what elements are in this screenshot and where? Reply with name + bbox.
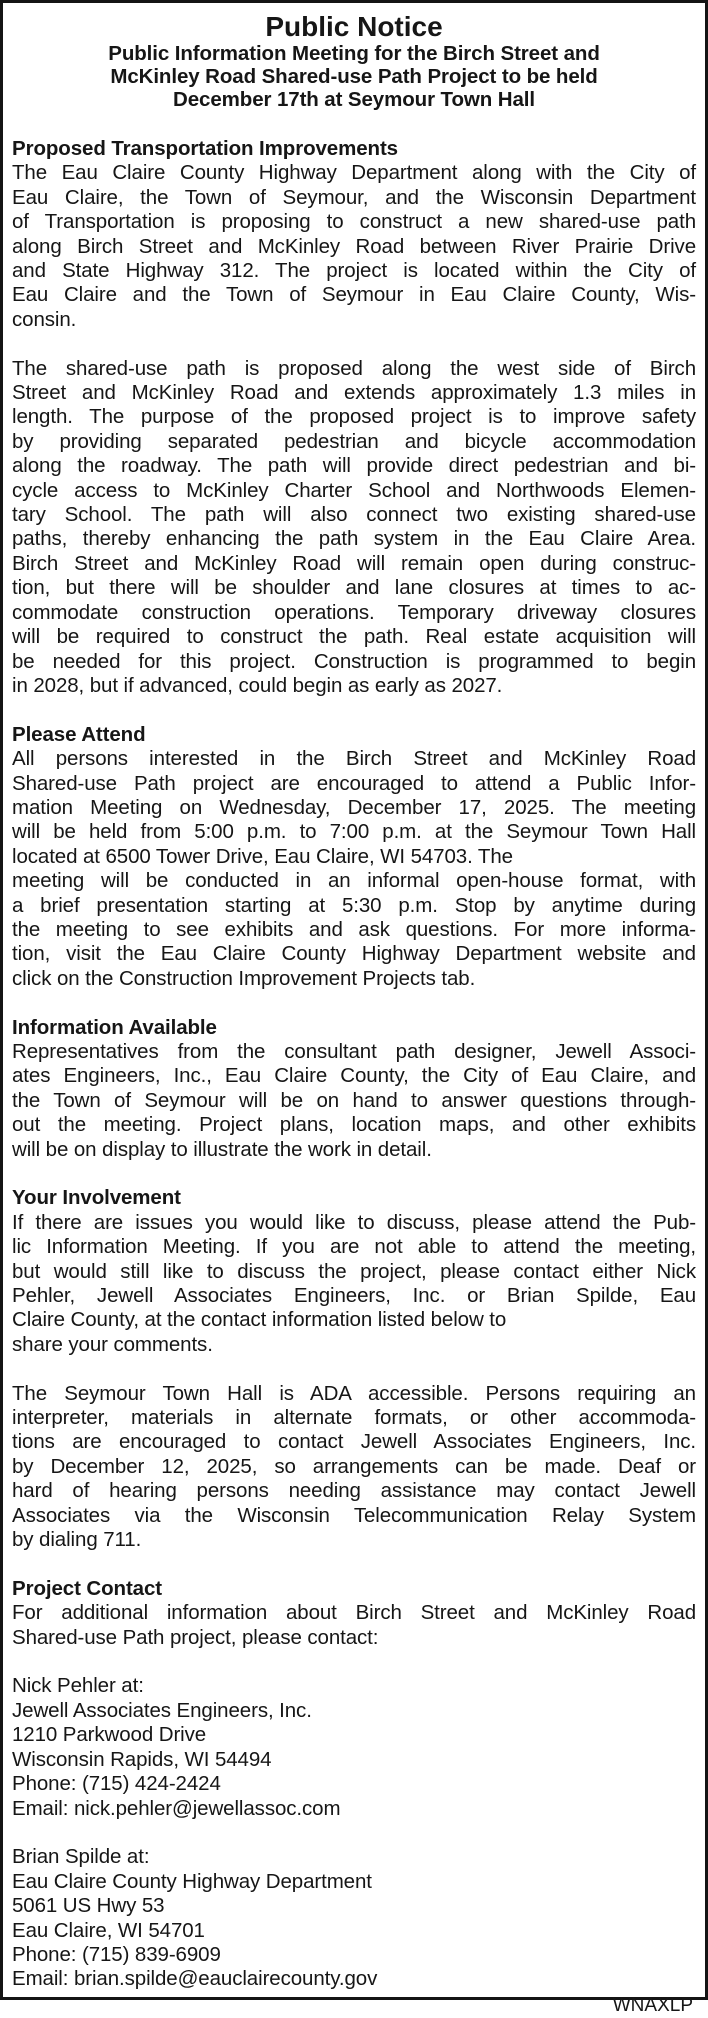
paragraph — [12, 161, 696, 332]
text-line: and State Highway 312. The project is located within the City of — [12, 259, 696, 283]
text-line: Jewell Associates Engineers, Inc. — [12, 1698, 312, 1722]
text-line: The shared-use path is proposed along the west side of Birch — [12, 356, 696, 380]
text-line: of Transportation is proposing to construct a new shared-use path — [12, 210, 696, 234]
text-line: will be required to construct the path. Real estate acquisition will — [12, 625, 696, 649]
text-line: Claire County, at the contact information listed below to — [12, 1308, 507, 1332]
text-line: consin. — [12, 307, 77, 331]
text-line: click on the Construction Improvement Projects tab. — [12, 966, 476, 990]
text-line: Shared-use Path project are encouraged to attend a Public Infor- — [12, 771, 696, 795]
paragraph — [12, 1040, 696, 1162]
section-heading: Information Available — [12, 1015, 217, 1039]
text-line: commodate construction operations. Temporary driveway closures — [12, 600, 696, 624]
paragraph — [12, 357, 696, 699]
text-line: Shared-use Path project, please contact: — [12, 1625, 379, 1649]
text-line: located at 6500 Tower Drive, Eau Claire, WI 54703. The — [12, 844, 513, 868]
text-line: Phone: (715) 424-2424 — [12, 1772, 221, 1796]
section-heading: Please Attend — [12, 722, 146, 746]
text-line: length. The purpose of the proposed project is to improve safety — [12, 405, 696, 429]
section-heading: Your Involvement — [12, 1186, 181, 1210]
text-line: share your comments. — [12, 1332, 213, 1356]
notice-subtitle-line: Public Information Meeting for the Birch Street and — [108, 42, 600, 65]
notice-body — [12, 137, 696, 1992]
text-line: the meeting to see exhibits and ask questions. For more informa- — [12, 917, 696, 941]
text-line: by December 12, 2025, so arrangements can be made. Deaf or — [12, 1454, 696, 1478]
text-line: will be held from 5:00 p.m. to 7:00 p.m. at the Seymour Town Hall — [12, 820, 696, 844]
text-line: Associates via the Wisconsin Telecommunication Relay System — [12, 1503, 696, 1527]
paragraph — [12, 1601, 696, 1650]
text-line: but would still like to discuss the project, please contact either Nick — [12, 1259, 696, 1283]
text-line: lic Information Meeting. If you are not able to attend the meeting, — [12, 1235, 696, 1259]
notice-header — [12, 11, 696, 111]
text-line: Phone: (715) 839-6909 — [12, 1942, 221, 1966]
text-line: All persons interested in the Birch Street and McKinley Road — [12, 747, 696, 771]
text-line: Email: nick.pehler@jewellassoc.com — [12, 1796, 341, 1820]
text-line: 1210 Parkwood Drive — [12, 1723, 207, 1747]
text-line: Wisconsin Rapids, WI 54494 — [12, 1747, 272, 1771]
text-line: Birch Street and McKinley Road will remain open during construc- — [12, 551, 696, 575]
text-line: the Town of Seymour will be on hand to answer questions through- — [12, 1088, 696, 1112]
section-heading: Proposed Transportation Improvements — [12, 137, 398, 160]
text-line: mation Meeting on Wednesday, December 17, 2025. The meeting — [12, 795, 696, 819]
text-line: tary School. The path will also connect two existing shared-use — [12, 503, 696, 527]
text-line: Brian Spilde at: — [12, 1845, 150, 1869]
text-line: The Seymour Town Hall is ADA accessible. Persons requiring an — [12, 1381, 696, 1405]
text-line: Eau Claire, WI 54701 — [12, 1918, 205, 1942]
text-line: in 2028, but if advanced, could begin as early as 2027. — [12, 673, 503, 697]
text-line: The Eau Claire County Highway Department along with the City of — [12, 161, 696, 185]
text-line: Eau Claire County Highway Department — [12, 1869, 372, 1893]
text-line: For additional information about Birch Street and McKinley Road — [12, 1601, 696, 1625]
text-line: along the roadway. The path will provide direct pedestrian and bi- — [12, 454, 696, 478]
text-line: will be on display to illustrate the work in detail. — [12, 1137, 432, 1161]
text-line: Street and McKinley Road and extends approximately 1.3 miles in — [12, 381, 696, 405]
notice-subtitle-line: December 17th at Seymour Town Hall — [173, 88, 535, 111]
notice-section — [12, 1577, 696, 1992]
notice-subtitle-line: McKinley Road Shared-use Path Project to be held — [110, 65, 598, 88]
paragraph — [12, 1211, 696, 1357]
notice-section — [12, 1186, 696, 1552]
text-line: tions are encouraged to contact Jewell Associates Engineers, Inc. — [12, 1430, 696, 1454]
section-heading: Project Contact — [12, 1576, 162, 1600]
text-line: tion, visit the Eau Claire County Highway Department website and — [12, 942, 696, 966]
notice-section — [12, 137, 696, 698]
paragraph — [12, 1674, 696, 1820]
text-line: by providing separated pedestrian and bicycle accommodation — [12, 429, 696, 453]
text-line: paths, thereby enhancing the path system in the Eau Claire Area. — [12, 527, 696, 551]
notice-section — [12, 1016, 696, 1162]
text-line: by dialing 711. — [12, 1528, 142, 1552]
text-line: interpreter, materials in alternate formats, or other accommoda- — [12, 1406, 696, 1430]
paragraph — [12, 1845, 696, 1991]
text-line: ates Engineers, Inc., Eau Claire County, the City of Eau Claire, and — [12, 1064, 696, 1088]
notice-subtitle — [12, 42, 696, 111]
text-line: hard of hearing persons needing assistance may contact Jewell — [12, 1479, 696, 1503]
text-line: 5061 US Hwy 53 — [12, 1894, 165, 1918]
notice-section — [12, 723, 696, 991]
text-line: along Birch Street and McKinley Road between River Prairie Drive — [12, 234, 696, 258]
notice-title: Public Notice — [265, 11, 443, 42]
legal-footer-code: WNAXLP — [612, 1994, 693, 2016]
text-line: cycle access to McKinley Charter School and Northwoods Elemen- — [12, 478, 696, 502]
text-line: Nick Pehler at: — [12, 1674, 144, 1698]
text-line: a brief presentation starting at 5:30 p.m. Stop by anytime during — [12, 893, 696, 917]
paragraph — [12, 1382, 696, 1553]
text-line: Representatives from the consultant path designer, Jewell Associ- — [12, 1039, 696, 1063]
text-line: Eau Claire and the Town of Seymour in Eau Claire County, Wis- — [12, 283, 696, 307]
text-line: Eau Claire, the Town of Seymour, and the Wisconsin Department — [12, 185, 696, 209]
text-line: be needed for this project. Construction is programmed to begin — [12, 649, 696, 673]
text-line: Pehler, Jewell Associates Engineers, Inc. or Brian Spilde, Eau — [12, 1284, 696, 1308]
text-line: If there are issues you would like to discuss, please attend the Pub- — [12, 1210, 696, 1234]
text-line: Email: brian.spilde@eauclairecounty.gov — [12, 1967, 378, 1991]
paragraph — [12, 747, 696, 991]
text-line: out the meeting. Project plans, location maps, and other exhibits — [12, 1113, 696, 1137]
text-line: meeting will be conducted in an informal open-house format, with — [12, 869, 696, 893]
text-line: tion, but there will be shoulder and lane closures at times to ac- — [12, 576, 696, 600]
